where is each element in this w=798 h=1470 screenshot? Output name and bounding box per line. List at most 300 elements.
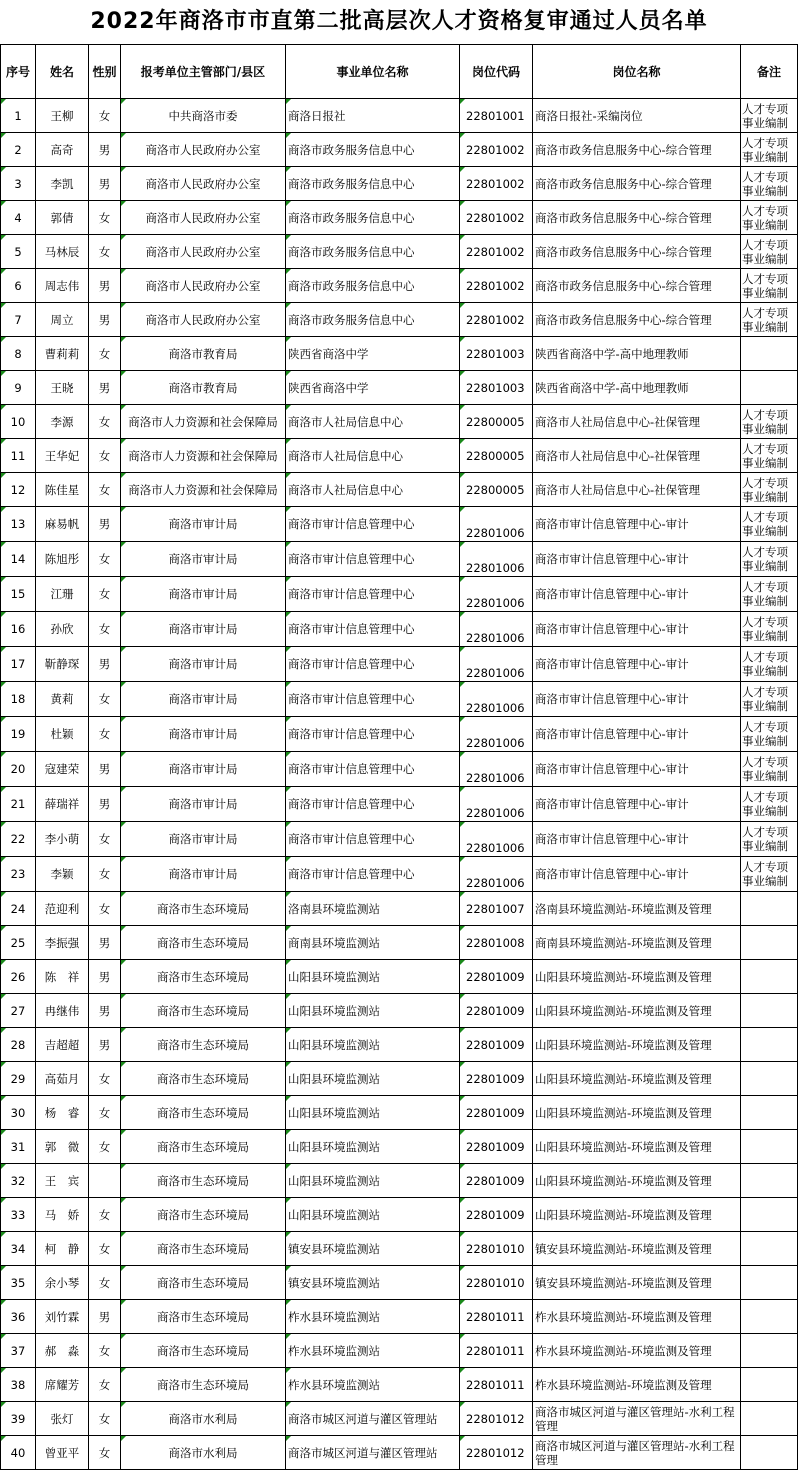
cell-code: 22801006 [460, 682, 533, 717]
cell-name: 王华妃 [36, 439, 89, 473]
cell-no: 13 [1, 507, 36, 542]
cell-name: 麻易帆 [36, 507, 89, 542]
header-unit: 事业单位名称 [286, 45, 460, 99]
cell-gender: 男 [89, 926, 121, 960]
cell-unit: 山阳县环境监测站 [286, 1062, 460, 1096]
header-no: 序号 [1, 45, 36, 99]
cell-no: 12 [1, 473, 36, 507]
header-name: 姓名 [36, 45, 89, 99]
cell-post: 山阳县环境监测站-环境监测及管理 [533, 1164, 741, 1198]
cell-unit: 商洛市政务服务信息中心 [286, 133, 460, 167]
cell-unit: 柞水县环境监测站 [286, 1334, 460, 1368]
cell-post: 山阳县环境监测站-环境监测及管理 [533, 1198, 741, 1232]
cell-gender: 男 [89, 1028, 121, 1062]
cell-dept: 商洛市生态环境局 [121, 1232, 286, 1266]
cell-remark: 人才专项事业编制 [741, 439, 798, 473]
cell-dept: 商洛市人民政府办公室 [121, 303, 286, 337]
cell-post: 山阳县环境监测站-环境监测及管理 [533, 960, 741, 994]
cell-gender: 女 [89, 99, 121, 133]
cell-post: 商洛市人社局信息中心-社保管理 [533, 405, 741, 439]
cell-post: 柞水县环境监测站-环境监测及管理 [533, 1334, 741, 1368]
cell-dept: 商洛市生态环境局 [121, 926, 286, 960]
cell-post: 商洛市审计信息管理中心-审计 [533, 752, 741, 787]
cell-remark [741, 1062, 798, 1096]
cell-gender: 女 [89, 1368, 121, 1402]
cell-remark: 人才专项事业编制 [741, 717, 798, 752]
cell-unit: 洛南县环境监测站 [286, 892, 460, 926]
cell-code: 22801006 [460, 857, 533, 892]
cell-no: 34 [1, 1232, 36, 1266]
table-row [1, 337, 798, 371]
cell-name: 马林辰 [36, 235, 89, 269]
cell-unit: 商洛市审计信息管理中心 [286, 822, 460, 857]
table-row [1, 235, 798, 269]
table-row [1, 994, 798, 1028]
cell-name: 靳静琛 [36, 647, 89, 682]
cell-remark [741, 1130, 798, 1164]
cell-code: 22801011 [460, 1334, 533, 1368]
cell-post: 商洛市政务信息服务中心-综合管理 [533, 303, 741, 337]
cell-post: 商洛市政务信息服务中心-综合管理 [533, 167, 741, 201]
cell-remark: 人才专项事业编制 [741, 99, 798, 133]
cell-code: 22801006 [460, 577, 533, 612]
cell-gender: 女 [89, 717, 121, 752]
page-title: 2022年商洛市市直第二批高层次人才资格复审通过人员名单 [90, 9, 708, 34]
cell-gender: 女 [89, 1130, 121, 1164]
table-row [1, 473, 798, 507]
table-row [1, 1130, 798, 1164]
cell-unit: 柞水县环境监测站 [286, 1300, 460, 1334]
cell-unit: 商洛市人社局信息中心 [286, 439, 460, 473]
cell-no: 18 [1, 682, 36, 717]
cell-code: 22800005 [460, 405, 533, 439]
table-row [1, 1402, 798, 1436]
cell-remark: 人才专项事业编制 [741, 235, 798, 269]
cell-dept: 商洛市审计局 [121, 647, 286, 682]
table-row [1, 960, 798, 994]
cell-remark: 人才专项事业编制 [741, 269, 798, 303]
cell-post: 镇安县环境监测站-环境监测及管理 [533, 1266, 741, 1300]
cell-unit: 商洛日报社 [286, 99, 460, 133]
cell-post: 商南县环境监测站-环境监测及管理 [533, 926, 741, 960]
cell-post: 山阳县环境监测站-环境监测及管理 [533, 1062, 741, 1096]
cell-dept: 商洛市生态环境局 [121, 1062, 286, 1096]
cell-no: 15 [1, 577, 36, 612]
table-row [1, 1300, 798, 1334]
table-row [1, 1028, 798, 1062]
cell-remark: 人才专项事业编制 [741, 612, 798, 647]
table-row [1, 926, 798, 960]
cell-dept: 商洛市教育局 [121, 337, 286, 371]
cell-no: 28 [1, 1028, 36, 1062]
cell-gender: 女 [89, 1402, 121, 1436]
table-row [1, 1164, 798, 1198]
cell-gender: 男 [89, 1300, 121, 1334]
header-dept: 报考单位主管部门/县区 [121, 45, 286, 99]
cell-post: 商洛市审计信息管理中心-审计 [533, 647, 741, 682]
cell-dept: 商洛市生态环境局 [121, 960, 286, 994]
cell-name: 杨 睿 [36, 1096, 89, 1130]
cell-post: 山阳县环境监测站-环境监测及管理 [533, 1028, 741, 1062]
cell-code: 22801009 [460, 1198, 533, 1232]
cell-remark: 人才专项事业编制 [741, 507, 798, 542]
cell-no: 37 [1, 1334, 36, 1368]
cell-code: 22801006 [460, 787, 533, 822]
cell-gender: 女 [89, 1334, 121, 1368]
cell-dept: 商洛市生态环境局 [121, 1266, 286, 1300]
cell-code: 22801011 [460, 1300, 533, 1334]
cell-remark: 人才专项事业编制 [741, 682, 798, 717]
cell-name: 李凯 [36, 167, 89, 201]
cell-unit: 商洛市审计信息管理中心 [286, 717, 460, 752]
table-row [1, 507, 798, 542]
cell-no: 3 [1, 167, 36, 201]
table-row [1, 99, 798, 133]
table-row [1, 542, 798, 577]
cell-post: 商洛市审计信息管理中心-审计 [533, 577, 741, 612]
cell-name: 陈佳星 [36, 473, 89, 507]
cell-unit: 商洛市政务服务信息中心 [286, 303, 460, 337]
cell-post: 柞水县环境监测站-环境监测及管理 [533, 1368, 741, 1402]
cell-code: 22801009 [460, 960, 533, 994]
cell-dept: 商洛市审计局 [121, 542, 286, 577]
cell-dept: 商洛市生态环境局 [121, 1028, 286, 1062]
cell-gender: 女 [89, 473, 121, 507]
cell-no: 25 [1, 926, 36, 960]
cell-unit: 柞水县环境监测站 [286, 1368, 460, 1402]
cell-name: 王 宾 [36, 1164, 89, 1198]
cell-unit: 镇安县环境监测站 [286, 1266, 460, 1300]
cell-code: 22801002 [460, 269, 533, 303]
cell-post: 陕西省商洛中学-高中地理教师 [533, 371, 741, 405]
cell-gender: 男 [89, 133, 121, 167]
table-row [1, 1334, 798, 1368]
cell-post: 商洛市审计信息管理中心-审计 [533, 787, 741, 822]
cell-post: 商洛市城区河道与灌区管理站-水利工程管理 [533, 1436, 741, 1470]
cell-post: 商洛市审计信息管理中心-审计 [533, 612, 741, 647]
cell-no: 38 [1, 1368, 36, 1402]
cell-gender: 女 [89, 682, 121, 717]
table-row [1, 1096, 798, 1130]
cell-post: 柞水县环境监测站-环境监测及管理 [533, 1300, 741, 1334]
cell-code: 22801006 [460, 717, 533, 752]
cell-dept: 商洛市人民政府办公室 [121, 167, 286, 201]
cell-code: 22801007 [460, 892, 533, 926]
cell-remark: 人才专项事业编制 [741, 752, 798, 787]
cell-remark [741, 1266, 798, 1300]
cell-no: 4 [1, 201, 36, 235]
cell-no: 17 [1, 647, 36, 682]
cell-dept: 商洛市审计局 [121, 682, 286, 717]
cell-remark: 人才专项事业编制 [741, 303, 798, 337]
cell-gender: 男 [89, 371, 121, 405]
cell-remark: 人才专项事业编制 [741, 822, 798, 857]
cell-no: 24 [1, 892, 36, 926]
cell-dept: 商洛市人民政府办公室 [121, 201, 286, 235]
cell-name: 寇建荣 [36, 752, 89, 787]
cell-gender: 男 [89, 960, 121, 994]
cell-dept: 商洛市生态环境局 [121, 1130, 286, 1164]
cell-unit: 商洛市人社局信息中心 [286, 473, 460, 507]
cell-dept: 商洛市人民政府办公室 [121, 269, 286, 303]
cell-gender: 女 [89, 1062, 121, 1096]
cell-dept: 商洛市审计局 [121, 857, 286, 892]
cell-gender: 男 [89, 994, 121, 1028]
cell-unit: 商洛市审计信息管理中心 [286, 612, 460, 647]
cell-dept: 商洛市审计局 [121, 507, 286, 542]
cell-code: 22801006 [460, 507, 533, 542]
cell-post: 商洛市人社局信息中心-社保管理 [533, 439, 741, 473]
cell-code: 22801010 [460, 1232, 533, 1266]
cell-code: 22801002 [460, 201, 533, 235]
cell-name: 周立 [36, 303, 89, 337]
cell-gender: 女 [89, 405, 121, 439]
cell-gender: 男 [89, 752, 121, 787]
cell-unit: 商洛市政务服务信息中心 [286, 201, 460, 235]
cell-gender: 女 [89, 337, 121, 371]
table-row [1, 857, 798, 892]
table-row [1, 1368, 798, 1402]
cell-remark [741, 1164, 798, 1198]
cell-dept: 商洛市审计局 [121, 717, 286, 752]
cell-dept: 商洛市审计局 [121, 822, 286, 857]
cell-code: 22801011 [460, 1368, 533, 1402]
table-row [1, 577, 798, 612]
cell-no: 14 [1, 542, 36, 577]
cell-unit: 山阳县环境监测站 [286, 960, 460, 994]
cell-name: 周志伟 [36, 269, 89, 303]
header-code: 岗位代码 [460, 45, 533, 99]
cell-name: 郝 淼 [36, 1334, 89, 1368]
cell-post: 商洛日报社-采编岗位 [533, 99, 741, 133]
cell-unit: 商南县环境监测站 [286, 926, 460, 960]
table-row [1, 752, 798, 787]
table-body [1, 99, 798, 1470]
cell-unit: 山阳县环境监测站 [286, 1028, 460, 1062]
cell-name: 李振强 [36, 926, 89, 960]
cell-gender: 男 [89, 167, 121, 201]
cell-remark [741, 1232, 798, 1266]
cell-name: 吉超超 [36, 1028, 89, 1062]
cell-code: 22801009 [460, 1062, 533, 1096]
table-row [1, 167, 798, 201]
cell-code: 22801006 [460, 822, 533, 857]
cell-unit: 陕西省商洛中学 [286, 337, 460, 371]
cell-unit: 商洛市审计信息管理中心 [286, 857, 460, 892]
cell-gender: 女 [89, 542, 121, 577]
cell-no: 1 [1, 99, 36, 133]
table-row [1, 1198, 798, 1232]
cell-dept: 商洛市生态环境局 [121, 1334, 286, 1368]
cell-dept: 商洛市生态环境局 [121, 1300, 286, 1334]
cell-name: 孙欣 [36, 612, 89, 647]
cell-gender: 女 [89, 577, 121, 612]
cell-name: 柯 静 [36, 1232, 89, 1266]
cell-post: 镇安县环境监测站-环境监测及管理 [533, 1232, 741, 1266]
cell-gender: 女 [89, 612, 121, 647]
cell-code: 22800005 [460, 473, 533, 507]
cell-name: 李颖 [36, 857, 89, 892]
cell-post: 商洛市审计信息管理中心-审计 [533, 857, 741, 892]
cell-remark: 人才专项事业编制 [741, 473, 798, 507]
cell-post: 商洛市政务信息服务中心-综合管理 [533, 235, 741, 269]
cell-name: 杜颖 [36, 717, 89, 752]
header-gender: 性别 [89, 45, 121, 99]
cell-code: 22801009 [460, 1096, 533, 1130]
cell-remark: 人才专项事业编制 [741, 577, 798, 612]
cell-name: 余小琴 [36, 1266, 89, 1300]
cell-gender: 女 [89, 201, 121, 235]
table-row [1, 682, 798, 717]
cell-gender: 男 [89, 303, 121, 337]
cell-post: 商洛市政务信息服务中心-综合管理 [533, 133, 741, 167]
cell-unit: 商洛市人社局信息中心 [286, 405, 460, 439]
cell-name: 席耀芳 [36, 1368, 89, 1402]
cell-remark [741, 1028, 798, 1062]
cell-gender: 男 [89, 269, 121, 303]
table-row [1, 1062, 798, 1096]
cell-name: 范迎利 [36, 892, 89, 926]
cell-unit: 陕西省商洛中学 [286, 371, 460, 405]
cell-remark: 人才专项事业编制 [741, 133, 798, 167]
cell-code: 22801002 [460, 303, 533, 337]
cell-remark [741, 1198, 798, 1232]
cell-name: 郭倩 [36, 201, 89, 235]
cell-post: 山阳县环境监测站-环境监测及管理 [533, 1130, 741, 1164]
cell-code: 22801009 [460, 994, 533, 1028]
cell-unit: 山阳县环境监测站 [286, 994, 460, 1028]
cell-dept: 商洛市生态环境局 [121, 1198, 286, 1232]
cell-unit: 商洛市审计信息管理中心 [286, 542, 460, 577]
cell-no: 5 [1, 235, 36, 269]
cell-name: 张灯 [36, 1402, 89, 1436]
cell-post: 陕西省商洛中学-高中地理教师 [533, 337, 741, 371]
cell-gender: 男 [89, 647, 121, 682]
cell-unit: 商洛市政务服务信息中心 [286, 167, 460, 201]
cell-post: 商洛市审计信息管理中心-审计 [533, 717, 741, 752]
cell-remark: 人才专项事业编制 [741, 167, 798, 201]
cell-unit: 商洛市政务服务信息中心 [286, 269, 460, 303]
cell-post: 商洛市政务信息服务中心-综合管理 [533, 201, 741, 235]
cell-no: 26 [1, 960, 36, 994]
cell-remark [741, 1300, 798, 1334]
cell-unit: 商洛市审计信息管理中心 [286, 507, 460, 542]
cell-remark: 人才专项事业编制 [741, 787, 798, 822]
cell-unit: 商洛市审计信息管理中心 [286, 682, 460, 717]
cell-dept: 商洛市生态环境局 [121, 892, 286, 926]
cell-dept: 商洛市水利局 [121, 1436, 286, 1470]
cell-no: 23 [1, 857, 36, 892]
cell-code: 22801003 [460, 337, 533, 371]
cell-unit: 商洛市审计信息管理中心 [286, 787, 460, 822]
cell-remark [741, 926, 798, 960]
table-row [1, 303, 798, 337]
cell-remark: 人才专项事业编制 [741, 647, 798, 682]
cell-no: 7 [1, 303, 36, 337]
cell-gender: 男 [89, 787, 121, 822]
cell-no: 6 [1, 269, 36, 303]
cell-unit: 商洛市城区河道与灌区管理站 [286, 1436, 460, 1470]
cell-post: 山阳县环境监测站-环境监测及管理 [533, 994, 741, 1028]
cell-no: 21 [1, 787, 36, 822]
cell-dept: 商洛市人力资源和社会保障局 [121, 473, 286, 507]
cell-no: 27 [1, 994, 36, 1028]
cell-unit: 商洛市审计信息管理中心 [286, 647, 460, 682]
cell-code: 22801001 [460, 99, 533, 133]
cell-dept: 商洛市人民政府办公室 [121, 133, 286, 167]
cell-post: 商洛市人社局信息中心-社保管理 [533, 473, 741, 507]
cell-no: 9 [1, 371, 36, 405]
cell-dept: 商洛市审计局 [121, 787, 286, 822]
cell-gender: 女 [89, 1436, 121, 1470]
cell-name: 刘竹霖 [36, 1300, 89, 1334]
table-row [1, 647, 798, 682]
cell-post: 商洛市审计信息管理中心-审计 [533, 542, 741, 577]
cell-post: 商洛市政务信息服务中心-综合管理 [533, 269, 741, 303]
cell-name: 李源 [36, 405, 89, 439]
cell-no: 30 [1, 1096, 36, 1130]
cell-gender: 女 [89, 1232, 121, 1266]
cell-unit: 商洛市审计信息管理中心 [286, 577, 460, 612]
cell-name: 王柳 [36, 99, 89, 133]
cell-no: 11 [1, 439, 36, 473]
cell-dept: 商洛市生态环境局 [121, 1368, 286, 1402]
cell-post: 商洛市审计信息管理中心-审计 [533, 822, 741, 857]
cell-no: 40 [1, 1436, 36, 1470]
cell-unit: 商洛市审计信息管理中心 [286, 752, 460, 787]
results-table [0, 44, 798, 1470]
cell-post: 商洛市审计信息管理中心-审计 [533, 507, 741, 542]
table-row [1, 269, 798, 303]
table-row [1, 717, 798, 752]
cell-dept: 商洛市水利局 [121, 1402, 286, 1436]
cell-remark [741, 337, 798, 371]
cell-code: 22801008 [460, 926, 533, 960]
cell-remark [741, 1334, 798, 1368]
table-row [1, 1266, 798, 1300]
cell-name: 高茹月 [36, 1062, 89, 1096]
cell-remark [741, 1368, 798, 1402]
cell-code: 22800005 [460, 439, 533, 473]
cell-unit: 山阳县环境监测站 [286, 1198, 460, 1232]
table-row [1, 405, 798, 439]
cell-name: 曹莉莉 [36, 337, 89, 371]
cell-unit: 商洛市政务服务信息中心 [286, 235, 460, 269]
cell-post: 商洛市审计信息管理中心-审计 [533, 682, 741, 717]
cell-no: 8 [1, 337, 36, 371]
cell-gender: 女 [89, 857, 121, 892]
header-post: 岗位名称 [533, 45, 741, 99]
cell-dept: 商洛市人力资源和社会保障局 [121, 405, 286, 439]
cell-unit: 山阳县环境监测站 [286, 1096, 460, 1130]
cell-code: 22801009 [460, 1028, 533, 1062]
cell-no: 36 [1, 1300, 36, 1334]
cell-name: 江珊 [36, 577, 89, 612]
cell-code: 22801003 [460, 371, 533, 405]
cell-remark [741, 1096, 798, 1130]
table-row [1, 892, 798, 926]
header-remark: 备注 [741, 45, 798, 99]
cell-no: 16 [1, 612, 36, 647]
cell-no: 32 [1, 1164, 36, 1198]
cell-remark [741, 994, 798, 1028]
cell-gender: 女 [89, 822, 121, 857]
cell-gender: 女 [89, 1096, 121, 1130]
cell-unit: 镇安县环境监测站 [286, 1232, 460, 1266]
cell-code: 22801006 [460, 542, 533, 577]
cell-dept: 商洛市教育局 [121, 371, 286, 405]
cell-code: 22801012 [460, 1402, 533, 1436]
